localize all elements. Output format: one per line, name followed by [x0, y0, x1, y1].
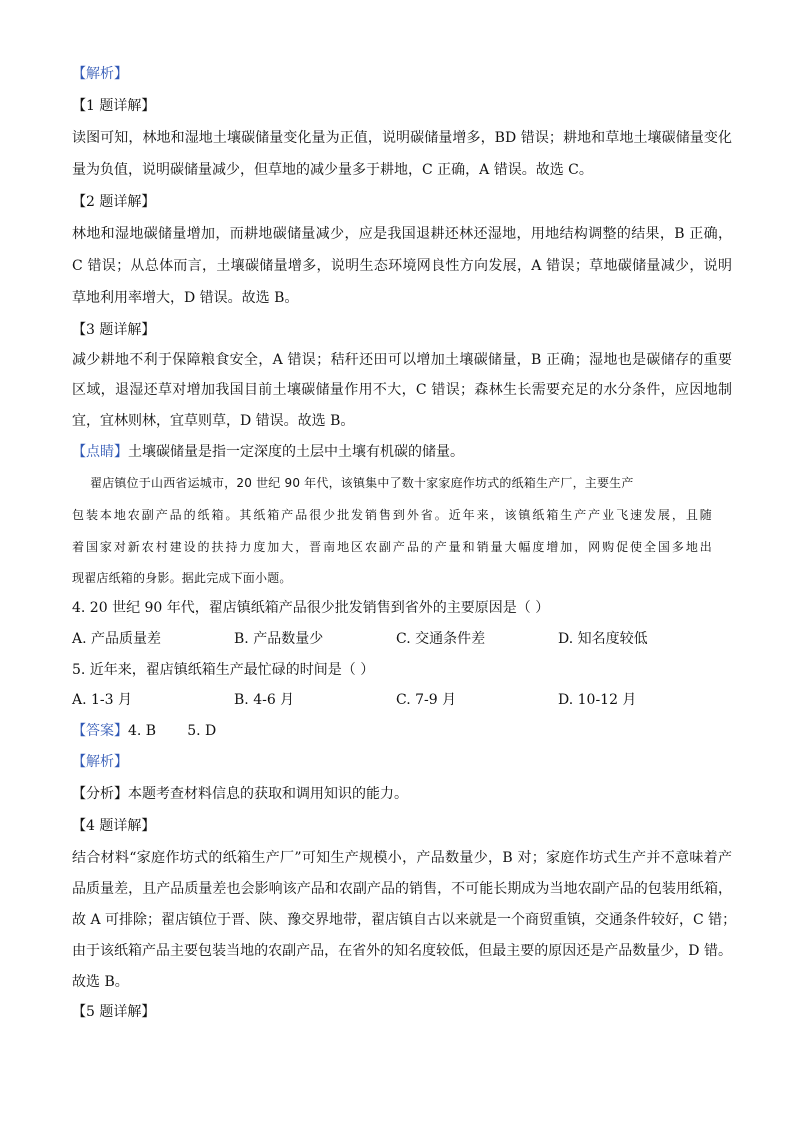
q3-text-line: 减少耕地不利于保障粮食安全，A 错误；秸秆还田可以增加土壤碳储量，B 正确；湿地也是碳储存的重要 — [72, 352, 732, 368]
q4-text-line: 结合材料“家庭作坊式的纸箱生产厂”可知生产规模小，产品数量少，B 对；家庭作坊式生产并不意味着产 — [72, 850, 732, 866]
fenxi-text: 本题考查材料信息的获取和调用知识的能力。 — [128, 786, 408, 802]
q2-text-line: 草地利用率增大，D 错误。故选 B。 — [72, 290, 299, 306]
q4-option-c: C. 交通条件差 — [396, 631, 486, 647]
q5-stem: 5. 近年来，翟店镇纸箱生产最忙碌的时间是（ ） — [72, 662, 375, 678]
q5-option-c: C. 7-9 月 — [396, 692, 457, 708]
analysis-heading: 【解析】 — [72, 754, 128, 770]
passage-line: 翟店镇位于山西省运城市，20 世纪 90 年代，该镇集中了数十家家庭作坊式的纸箱生产厂，主要生产 — [90, 476, 634, 490]
q3-text-line: 宜，宜林则林，宜草则草，D 错误。故选 B。 — [72, 413, 355, 429]
q4-option-a: A. 产品质量差 — [72, 631, 162, 647]
q5-option-b: B. 4-6 月 — [234, 692, 295, 708]
q4-stem: 4. 20 世纪 90 年代，翟店镇纸箱产品很少批发销售到省外的主要原因是（ ） — [72, 600, 550, 616]
q3-text-line: 区域，退湿还草对增加我国目前土壤碳储量作用不大，C 错误；森林生长需要充足的水分条件，应因地制 — [72, 382, 732, 398]
q1-heading: 【1 题详解】 — [72, 98, 156, 114]
q4-text-line: 由于该纸箱产品主要包装当地的农副产品，在省外的知名度较低，但最主要的原因还是产品数量少，D 错。 — [72, 943, 732, 959]
q4-option-b: B. 产品数量少 — [234, 631, 324, 647]
q2-heading: 【2 题详解】 — [72, 194, 156, 210]
q3-heading: 【3 题详解】 — [72, 322, 156, 338]
q1-text-line: 量为负值，说明碳储量减少，但草地的减少量多于耕地，C 正确，A 错误。故选 C。 — [72, 162, 593, 178]
q1-text-line: 读图可知，林地和湿地土壤碳储量变化量为正值，说明碳储量增多，BD 错误；耕地和草地土壤碳储量变化 — [72, 130, 732, 146]
dianjing-text: 土壤碳储量是指一定深度的土层中土壤有机碳的储量。 — [128, 444, 464, 460]
passage-line: 包装本地农副产品的纸箱。其纸箱产品很少批发销售到外省。近年来，该镇纸箱生产产业飞速发展，且随 — [72, 508, 712, 522]
answer-text: 4. B 5. D — [128, 723, 217, 739]
q2-text-line: 林地和湿地碳储量增加，而耕地碳储量减少，应是我国退耕还林还湿地，用地结构调整的结果，B 正确， — [72, 226, 732, 242]
passage-line: 着国家对新农村建设的扶持力度加大，晋南地区农副产品的产量和销量大幅度增加，网购促使全国多地出 — [72, 540, 712, 554]
q5-option-d: D. 10-12 月 — [558, 692, 637, 708]
q4-heading: 【4 题详解】 — [72, 818, 156, 834]
q4-option-d: D. 知名度较低 — [558, 631, 648, 647]
q2-text-line: C 错误；从总体而言，土壤碳储量增多，说明生态环境网良性方向发展，A 错误；草地碳储量减少，说明 — [72, 258, 732, 274]
analysis-heading: 【解析】 — [72, 66, 128, 82]
fenxi-tag: 【分析】 — [72, 786, 128, 802]
q5-option-a: A. 1-3 月 — [72, 692, 133, 708]
passage-line: 现翟店纸箱的身影。据此完成下面小题。 — [72, 571, 292, 585]
answer-tag: 【答案】 — [72, 723, 128, 739]
answer-line — [72, 721, 732, 741]
q5-heading: 【5 题详解】 — [72, 1004, 156, 1020]
q4-text-line: 故选 B。 — [72, 974, 129, 990]
q4-text-line: 品质量差，且产品质量差也会影响该产品和农副产品的销售，不可能长期成为当地农副产品的包装用纸箱， — [72, 881, 732, 897]
fenxi-line — [72, 784, 732, 804]
dianjing-tag: 【点睛】 — [72, 444, 128, 460]
q4-text-line: 故 A 可排除；翟店镇位于晋、陕、豫交界地带，翟店镇自古以来就是一个商贸重镇，交通条件较好，C 错； — [72, 912, 737, 928]
dianjing-line — [72, 442, 732, 462]
